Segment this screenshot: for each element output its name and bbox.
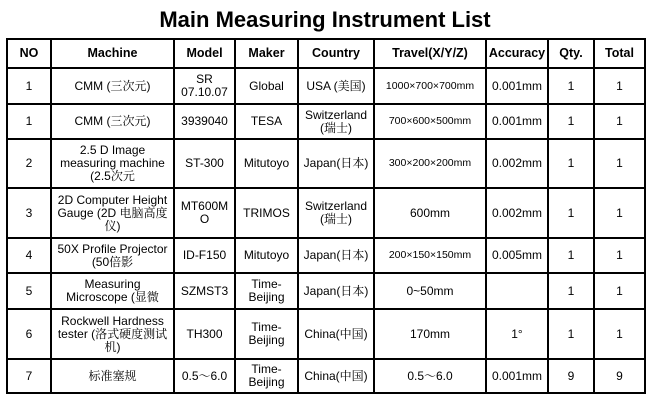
cell-qty: 9 bbox=[548, 359, 594, 393]
cell-country: USA (美国) bbox=[298, 68, 374, 104]
cell-accuracy: 1° bbox=[486, 309, 548, 359]
cell-accuracy: 0.001mm bbox=[486, 68, 548, 104]
cell-no: 5 bbox=[7, 273, 51, 309]
cell-model: TH300 bbox=[174, 309, 235, 359]
cell-total: 1 bbox=[594, 309, 645, 359]
cell-no: 2 bbox=[7, 139, 51, 188]
cell-maker: TESA bbox=[235, 104, 298, 139]
cell-machine: Measuring Microscope (显微 bbox=[51, 273, 174, 309]
cell-accuracy: 0.001mm bbox=[486, 104, 548, 139]
table-row bbox=[7, 104, 645, 139]
cell-model: 3939040 bbox=[174, 104, 235, 139]
table-row bbox=[7, 139, 645, 188]
cell-qty: 1 bbox=[548, 188, 594, 238]
cell-machine: 50X Profile Projector (50倍影 bbox=[51, 238, 174, 273]
cell-country: Switzerland (瑞士) bbox=[298, 104, 374, 139]
table-row bbox=[7, 273, 645, 309]
cell-accuracy bbox=[486, 273, 548, 309]
cell-qty: 1 bbox=[548, 309, 594, 359]
cell-total: 1 bbox=[594, 273, 645, 309]
cell-country: Japan(日本) bbox=[298, 273, 374, 309]
header-country: Country bbox=[298, 39, 374, 68]
cell-model: SZMST3 bbox=[174, 273, 235, 309]
cell-total: 1 bbox=[594, 238, 645, 273]
header-machine: Machine bbox=[51, 39, 174, 68]
cell-machine: 2.5 D Image measuring machine (2.5次元 bbox=[51, 139, 174, 188]
cell-travel: 600mm bbox=[374, 188, 486, 238]
table-row bbox=[7, 359, 645, 393]
cell-model: 0.5～6.0 bbox=[174, 359, 235, 393]
instrument-table bbox=[6, 38, 646, 394]
cell-maker: Mitutoyo bbox=[235, 238, 298, 273]
cell-machine: 2D Computer Height Gauge (2D 电脑高度仪) bbox=[51, 188, 174, 238]
cell-country: Japan(日本) bbox=[298, 139, 374, 188]
table-row bbox=[7, 309, 645, 359]
cell-machine: 标准塞规 bbox=[51, 359, 174, 393]
cell-no: 6 bbox=[7, 309, 51, 359]
cell-qty: 1 bbox=[548, 238, 594, 273]
cell-total: 1 bbox=[594, 68, 645, 104]
cell-machine: Rockwell Hardness tester (洛式硬度测试机) bbox=[51, 309, 174, 359]
cell-qty: 1 bbox=[548, 139, 594, 188]
cell-total: 9 bbox=[594, 359, 645, 393]
header-accuracy: Accuracy bbox=[486, 39, 548, 68]
cell-model: SR 07.10.07 bbox=[174, 68, 235, 104]
cell-travel: 1000×700×700mm bbox=[374, 68, 486, 104]
cell-no: 1 bbox=[7, 104, 51, 139]
cell-accuracy: 0.001mm bbox=[486, 359, 548, 393]
cell-machine: CMM (三次元) bbox=[51, 68, 174, 104]
header-travel: Travel(X/Y/Z) bbox=[374, 39, 486, 68]
cell-travel: 700×600×500mm bbox=[374, 104, 486, 139]
table-row bbox=[7, 188, 645, 238]
cell-no: 1 bbox=[7, 68, 51, 104]
cell-country: Japan(日本) bbox=[298, 238, 374, 273]
table-row bbox=[7, 68, 645, 104]
cell-qty: 1 bbox=[548, 104, 594, 139]
cell-qty: 1 bbox=[548, 68, 594, 104]
cell-no: 3 bbox=[7, 188, 51, 238]
cell-accuracy: 0.002mm bbox=[486, 139, 548, 188]
cell-travel: 0~50mm bbox=[374, 273, 486, 309]
cell-machine: CMM (三次元) bbox=[51, 104, 174, 139]
cell-maker: TRIMOS bbox=[235, 188, 298, 238]
cell-qty: 1 bbox=[548, 273, 594, 309]
cell-model: MT600M O bbox=[174, 188, 235, 238]
cell-country: China(中国) bbox=[298, 359, 374, 393]
cell-total: 1 bbox=[594, 104, 645, 139]
cell-model: ID-F150 bbox=[174, 238, 235, 273]
cell-no: 4 bbox=[7, 238, 51, 273]
cell-maker: Time-Beijing bbox=[235, 309, 298, 359]
cell-maker: Time-Beijing bbox=[235, 273, 298, 309]
cell-maker: Mitutoyo bbox=[235, 139, 298, 188]
cell-maker: Time-Beijing bbox=[235, 359, 298, 393]
header-model: Model bbox=[174, 39, 235, 68]
header-total: Total bbox=[594, 39, 645, 68]
cell-travel: 300×200×200mm bbox=[374, 139, 486, 188]
cell-travel: 0.5～6.0 bbox=[374, 359, 486, 393]
cell-no: 7 bbox=[7, 359, 51, 393]
cell-accuracy: 0.002mm bbox=[486, 188, 548, 238]
page-title: Main Measuring Instrument List bbox=[159, 7, 491, 32]
cell-travel: 200×150×150mm bbox=[374, 238, 486, 273]
cell-country: Switzerland (瑞士) bbox=[298, 188, 374, 238]
header-no: NO bbox=[7, 39, 51, 68]
cell-accuracy: 0.005mm bbox=[486, 238, 548, 273]
table-row bbox=[7, 238, 645, 273]
cell-total: 1 bbox=[594, 188, 645, 238]
cell-travel: 170mm bbox=[374, 309, 486, 359]
header-maker: Maker bbox=[235, 39, 298, 68]
cell-maker: Global bbox=[235, 68, 298, 104]
cell-model: ST-300 bbox=[174, 139, 235, 188]
cell-total: 1 bbox=[594, 139, 645, 188]
cell-country: China(中国) bbox=[298, 309, 374, 359]
table-header-row bbox=[7, 39, 645, 68]
header-qty: Qty. bbox=[548, 39, 594, 68]
